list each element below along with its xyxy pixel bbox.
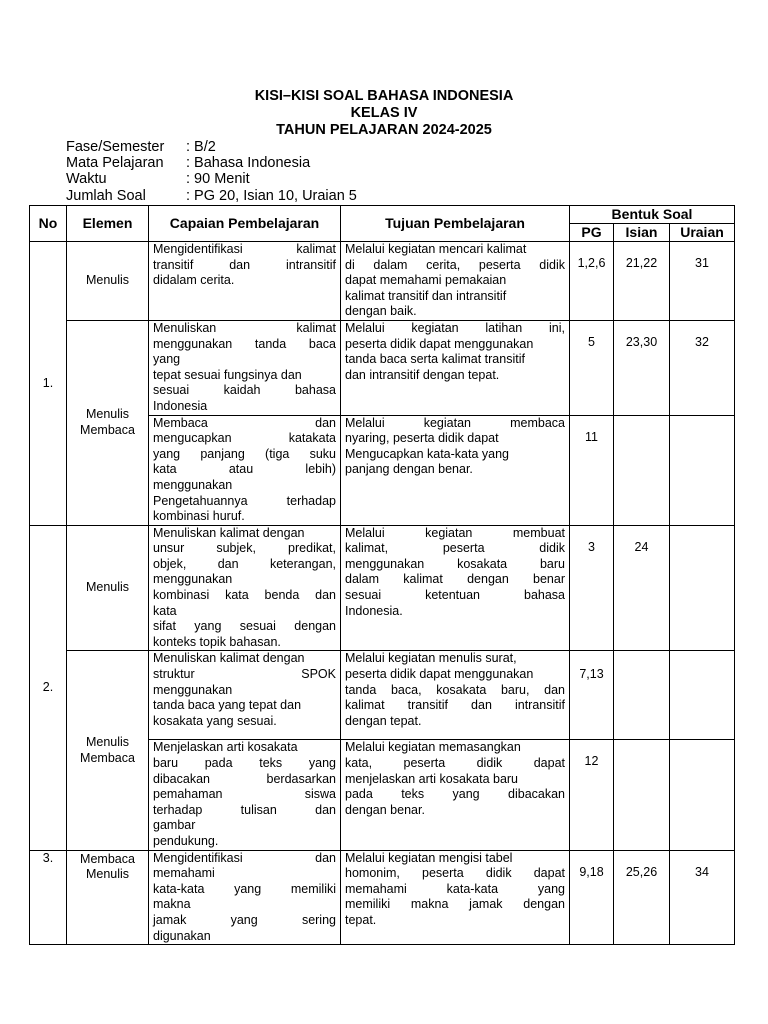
meta-value: : 90 Menit — [186, 171, 250, 187]
row-number: 1. — [30, 242, 67, 526]
kisi-kisi-table — [29, 205, 735, 945]
row-uraian: 31 — [670, 242, 735, 321]
row-isian: 24 — [614, 525, 670, 651]
row-tujuan: Melalui kegiatan mencari kalimat di dalam cerita, peserta didik dapat memahami pemakaian kalimat transitif dan intransitif dengan baik. — [341, 242, 570, 321]
row-elemen: Menulis Membaca — [67, 651, 149, 850]
header-isian: Isian — [614, 224, 670, 242]
row-isian — [614, 651, 670, 740]
row-uraian — [670, 525, 735, 651]
meta-label: Waktu — [66, 171, 107, 187]
row-tujuan: Melalui kegiatan menulis surat, peserta didik dapat menggunakan tanda baca, kosakata baru, dan kalimat transitif dan intransitif dengan tepat. — [341, 651, 570, 740]
row-elemen: Menulis Membaca — [67, 320, 149, 525]
row-isian: 21,22 — [614, 242, 670, 321]
table-row — [30, 525, 735, 651]
meta-label: Fase/Semester — [66, 139, 165, 155]
row-pg: 7,13 — [570, 651, 614, 740]
row-capaian: Membaca dan mengucapkan katakata yang panjang (tiga suku kata atau lebih) menggunakan Pengetahuannya terhadap kombinasi huruf. — [149, 415, 341, 525]
row-pg: 3 — [570, 525, 614, 651]
row-pg: 11 — [570, 415, 614, 525]
row-capaian: Menjelaskan arti kosakata baru pada teks yang dibacakan berdasarkan pemahaman siswa terhadap tulisan dan gambar pendukung. — [149, 740, 341, 850]
row-isian: 25,26 — [614, 850, 670, 945]
doc-title-line3: TAHUN PELAJARAN 2024-2025 — [276, 122, 492, 138]
header-elemen: Elemen — [67, 206, 149, 242]
row-pg: 1,2,6 — [570, 242, 614, 321]
table-row — [30, 850, 735, 945]
doc-title-line1: KISI–KISI SOAL BAHASA INDONESIA — [254, 88, 514, 104]
row-tujuan: Melalui kegiatan membuat kalimat, peserta didik menggunakan kosakata baru dalam kalimat dengan benar sesuai ketentuan bahasa Indonesia. — [341, 525, 570, 651]
row-number: 3. — [30, 850, 67, 945]
meta-value: : PG 20, Isian 10, Uraian 5 — [186, 188, 357, 204]
meta-label: Mata Pelajaran — [66, 155, 164, 171]
row-tujuan: Melalui kegiatan latihan ini, peserta didik dapat menggunakan tanda baca serta kalimat transitif dan intransitif dengan tepat. — [341, 320, 570, 415]
row-uraian — [670, 740, 735, 850]
header-no: No — [30, 206, 67, 242]
table-row — [30, 651, 735, 740]
row-uraian: 32 — [670, 320, 735, 415]
header-pg: PG — [570, 224, 614, 242]
table-row — [30, 320, 735, 415]
header-bentuk-soal: Bentuk Soal — [570, 206, 735, 224]
table-row — [30, 242, 735, 321]
header-capaian: Capaian Pembelajaran — [149, 206, 341, 242]
row-isian: 23,30 — [614, 320, 670, 415]
row-uraian — [670, 651, 735, 740]
row-number: 2. — [30, 525, 67, 850]
row-tujuan: Melalui kegiatan membaca nyaring, peserta didik dapat Mengucapkan kata-kata yang panjang dengan benar. — [341, 415, 570, 525]
row-capaian: Mengidentifikasi dan memahami kata-kata yang memiliki makna jamak yang sering digunakan — [149, 850, 341, 945]
row-tujuan: Melalui kegiatan memasangkan kata, peserta didik dapat menjelaskan arti kosakata baru pada teks yang dibacakan dengan benar. — [341, 740, 570, 850]
row-elemen: Menulis — [67, 525, 149, 651]
row-tujuan: Melalui kegiatan mengisi tabel homonim, peserta didik dapat memahami kata-kata yang memiliki makna jamak dengan tepat. — [341, 850, 570, 945]
row-elemen: Membaca Menulis — [67, 850, 149, 945]
row-capaian: Mengidentifikasi kalimat transitif dan intransitif didalam cerita. — [149, 242, 341, 321]
row-capaian: Menuliskan kalimat dengan struktur SPOK menggunakan tanda baca yang tepat dan kosakata yang sesuai. — [149, 651, 341, 740]
row-pg: 12 — [570, 740, 614, 850]
row-isian — [614, 415, 670, 525]
meta-value: : B/2 — [186, 139, 216, 155]
row-elemen: Menulis — [67, 242, 149, 321]
meta-value: : Bahasa Indonesia — [186, 155, 311, 171]
row-capaian: Menuliskan kalimat menggunakan tanda baca yang tepat sesuai fungsinya dan sesuai kaidah bahasa Indonesia — [149, 320, 341, 415]
header-tujuan: Tujuan Pembelajaran — [341, 206, 570, 242]
row-uraian: 34 — [670, 850, 735, 945]
row-isian — [614, 740, 670, 850]
header-uraian: Uraian — [670, 224, 735, 242]
row-capaian: Menuliskan kalimat dengan unsur subjek, predikat, objek, dan keterangan, menggunakan kombinasi kata benda dan kata sifat yang sesuai dengan konteks topik bahasan. — [149, 525, 341, 651]
row-uraian — [670, 415, 735, 525]
meta-label: Jumlah Soal — [66, 188, 146, 204]
doc-title-line2: KELAS IV — [350, 105, 418, 121]
row-pg: 9,18 — [570, 850, 614, 945]
row-pg: 5 — [570, 320, 614, 415]
